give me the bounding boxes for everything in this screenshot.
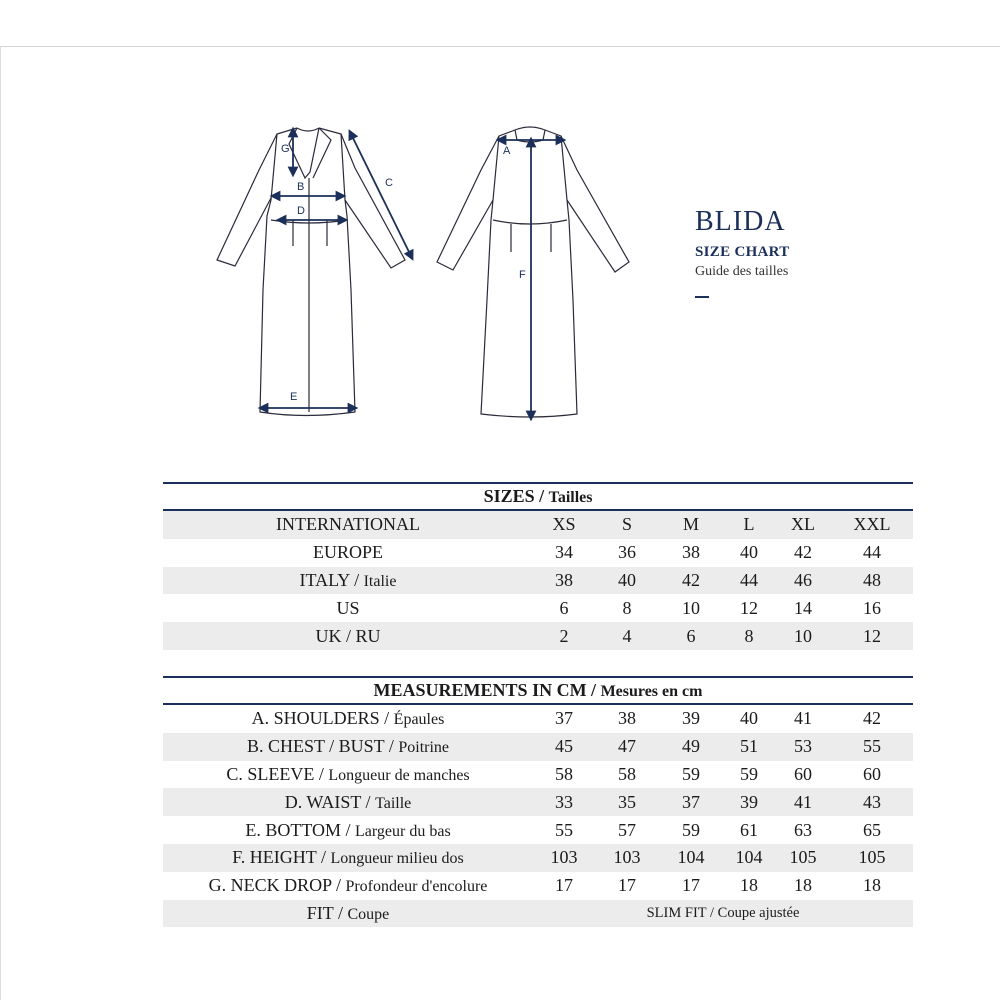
table-cell: 10 bbox=[775, 622, 831, 650]
page-top-border bbox=[0, 46, 1000, 47]
row-label: C. SLEEVE / Longueur de manches bbox=[226, 763, 470, 784]
table-cell: 8 bbox=[723, 622, 775, 650]
table-cell: L bbox=[723, 510, 775, 539]
table-cell: 58 bbox=[618, 763, 636, 784]
front-right-sleeve bbox=[341, 134, 405, 268]
table-cell: 4 bbox=[595, 622, 659, 650]
row-label: E. BOTTOM / Largeur du bas bbox=[245, 819, 451, 840]
label-b: B bbox=[297, 181, 305, 193]
table-cell: 49 bbox=[659, 733, 723, 761]
table-cell: 16 bbox=[863, 597, 882, 618]
row-label: ITALY / Italie bbox=[163, 567, 533, 595]
row-label: UK / RU bbox=[163, 622, 533, 650]
table-cell: 33 bbox=[533, 788, 595, 816]
table-cell: 41 bbox=[794, 708, 812, 729]
table-cell: 40 bbox=[740, 708, 758, 729]
back-right-sleeve bbox=[561, 136, 629, 272]
table-cell: 41 bbox=[775, 788, 831, 816]
label-e: E bbox=[290, 391, 298, 403]
fit-row bbox=[163, 900, 913, 928]
table-cell: 105 bbox=[775, 844, 831, 872]
table-row bbox=[163, 844, 913, 872]
row-label: A. SHOULDERS / Épaules bbox=[251, 708, 445, 729]
table-cell: 17 bbox=[682, 875, 700, 896]
table-row bbox=[163, 788, 913, 816]
table-row bbox=[163, 704, 913, 733]
sizes-title: SIZES / Tailles bbox=[163, 483, 913, 510]
table-cell: 6 bbox=[659, 622, 723, 650]
table-cell: 43 bbox=[831, 788, 913, 816]
table-cell: 55 bbox=[831, 733, 913, 761]
table-cell: 38 bbox=[618, 708, 636, 729]
table-cell: 18 bbox=[863, 875, 882, 896]
brand-name: BLIDA bbox=[695, 206, 786, 237]
measurements-title-row bbox=[163, 677, 913, 704]
row-label: US bbox=[336, 597, 360, 618]
table-cell: 14 bbox=[794, 597, 812, 618]
row-label: G. NECK DROP / Profondeur d'encolure bbox=[208, 875, 488, 896]
table-cell: 12 bbox=[831, 622, 913, 650]
page-left-border bbox=[0, 46, 1, 1000]
front-measure-labels bbox=[281, 143, 393, 403]
table-cell: 103 bbox=[595, 844, 659, 872]
table-cell: 58 bbox=[555, 763, 573, 784]
table-cell: 35 bbox=[595, 788, 659, 816]
front-view bbox=[217, 128, 405, 416]
back-body-outline bbox=[481, 130, 577, 417]
sizes-title-row bbox=[163, 483, 913, 510]
row-label: D. WAIST / Taille bbox=[163, 788, 533, 816]
table-cell: 12 bbox=[740, 597, 758, 618]
table-row bbox=[163, 761, 913, 789]
table-cell: 53 bbox=[775, 733, 831, 761]
table-cell: 44 bbox=[863, 542, 882, 563]
table-cell: 18 bbox=[740, 875, 758, 896]
table-cell: 44 bbox=[723, 567, 775, 595]
label-d: D bbox=[297, 205, 305, 217]
label-f: F bbox=[519, 269, 526, 281]
back-measure-lines bbox=[501, 140, 561, 416]
table-cell: 57 bbox=[618, 819, 636, 840]
measurements-title: MEASUREMENTS IN CM / Mesures en cm bbox=[163, 677, 913, 704]
table-cell: 6 bbox=[559, 597, 569, 618]
measurements-table bbox=[163, 676, 913, 927]
table-cell: 51 bbox=[723, 733, 775, 761]
table-cell: 38 bbox=[533, 567, 595, 595]
table-row bbox=[163, 567, 913, 595]
table-row bbox=[163, 594, 913, 622]
fit-value: SLIM FIT / Coupe ajustée bbox=[533, 900, 913, 928]
back-measure-labels bbox=[503, 145, 526, 281]
table-cell: 105 bbox=[831, 844, 913, 872]
table-cell: 63 bbox=[794, 819, 812, 840]
front-measure-lines bbox=[263, 132, 411, 408]
dress-drawing-svg bbox=[205, 120, 645, 425]
table-cell: 47 bbox=[595, 733, 659, 761]
table-cell: 10 bbox=[682, 597, 700, 618]
table-cell: 104 bbox=[659, 844, 723, 872]
row-label: B. CHEST / BUST / Poitrine bbox=[163, 733, 533, 761]
row-label: INTERNATIONAL bbox=[163, 510, 533, 539]
table-cell: 8 bbox=[622, 597, 632, 618]
table-cell: 2 bbox=[533, 622, 595, 650]
table-cell: 39 bbox=[682, 708, 700, 729]
table-row bbox=[163, 733, 913, 761]
table-cell: 65 bbox=[863, 819, 882, 840]
table-row bbox=[163, 539, 913, 567]
table-cell: XXL bbox=[831, 510, 913, 539]
table-cell: 42 bbox=[863, 708, 882, 729]
front-left-sleeve bbox=[217, 134, 277, 266]
table-row bbox=[163, 510, 913, 539]
label-a: A bbox=[503, 145, 511, 157]
table-cell: 36 bbox=[618, 542, 636, 563]
table-cell: 34 bbox=[555, 542, 573, 563]
row-label: F. HEIGHT / Longueur milieu dos bbox=[163, 844, 533, 872]
table-cell: 61 bbox=[740, 819, 758, 840]
table-cell: 60 bbox=[794, 763, 812, 784]
table-cell: 40 bbox=[595, 567, 659, 595]
table-cell: 18 bbox=[794, 875, 812, 896]
brand-dash bbox=[695, 296, 709, 298]
sizes-table bbox=[163, 482, 913, 650]
label-c: C bbox=[385, 177, 393, 189]
table-cell: 38 bbox=[682, 542, 700, 563]
table-cell: 42 bbox=[659, 567, 723, 595]
table-cell: M bbox=[659, 510, 723, 539]
brand-block bbox=[695, 206, 790, 298]
table-cell: 42 bbox=[794, 542, 812, 563]
table-cell: 17 bbox=[618, 875, 636, 896]
table-cell: 46 bbox=[775, 567, 831, 595]
table-cell: S bbox=[595, 510, 659, 539]
table-cell: XL bbox=[775, 510, 831, 539]
table-cell: 40 bbox=[740, 542, 758, 563]
brand-subtitle: SIZE CHART bbox=[695, 244, 790, 260]
row-label: EUROPE bbox=[312, 542, 383, 563]
label-g: G bbox=[281, 143, 290, 155]
measurements-body bbox=[163, 704, 913, 900]
back-view bbox=[437, 127, 629, 417]
table-cell: 104 bbox=[723, 844, 775, 872]
fit-label: FIT / Coupe bbox=[163, 900, 533, 928]
table-row bbox=[163, 816, 913, 844]
table-cell: 48 bbox=[831, 567, 913, 595]
table-cell: 59 bbox=[682, 763, 700, 784]
table-cell: 59 bbox=[682, 819, 700, 840]
front-body-outline bbox=[260, 128, 355, 416]
table-cell: 103 bbox=[533, 844, 595, 872]
table-cell: 45 bbox=[533, 733, 595, 761]
table-cell: 37 bbox=[659, 788, 723, 816]
table-cell: 17 bbox=[555, 875, 573, 896]
brand-subtitle-fr: Guide des tailles bbox=[695, 264, 789, 279]
table-cell: XS bbox=[533, 510, 595, 539]
measure-c bbox=[351, 134, 411, 256]
table-cell: 37 bbox=[555, 708, 573, 729]
table-row bbox=[163, 872, 913, 900]
dress-technical-drawing bbox=[205, 120, 645, 425]
table-row bbox=[163, 622, 913, 650]
table-cell: 59 bbox=[740, 763, 758, 784]
table-cell: 60 bbox=[863, 763, 882, 784]
table-cell: 55 bbox=[555, 819, 573, 840]
table-cell: 39 bbox=[723, 788, 775, 816]
sizes-body bbox=[163, 510, 913, 650]
